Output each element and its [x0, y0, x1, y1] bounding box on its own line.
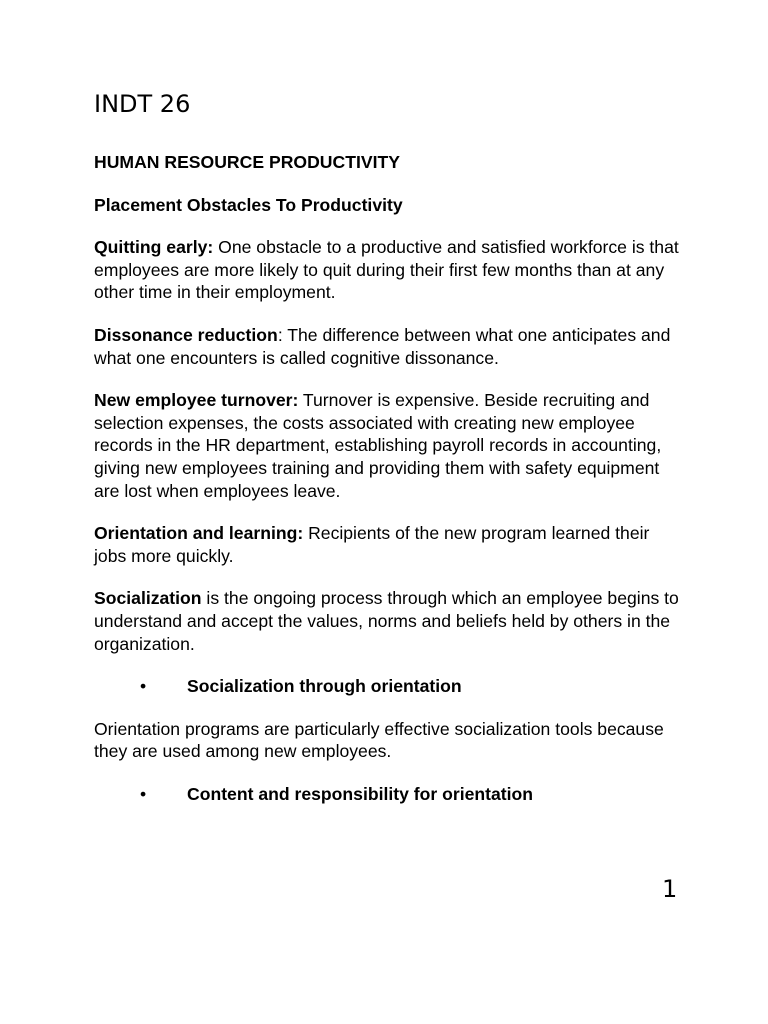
- course-code-header: INDT 26: [94, 90, 191, 118]
- bullet-icon: •: [140, 676, 147, 697]
- bullet-item-socialization-orientation: [94, 675, 684, 698]
- bullet-text: Socialization through orientation: [187, 676, 462, 697]
- document-title: HUMAN RESOURCE PRODUCTIVITY: [94, 152, 400, 172]
- term-label: New employee turnover:: [94, 390, 299, 411]
- paragraph-text: : The difference between what one anticipates and what one encounters is called cognitive dissonance.: [94, 324, 671, 368]
- bullet-text: Content and responsibility for orientation: [187, 783, 534, 804]
- document-body: [94, 151, 684, 825]
- paragraph-socialization: [94, 587, 684, 655]
- bullet-item-content-responsibility: [94, 783, 684, 806]
- term-label: Orientation and learning:: [94, 523, 304, 544]
- bullet-icon: •: [140, 783, 147, 804]
- paragraph-dissonance-reduction: [94, 324, 684, 369]
- paragraph-new-employee-turnover: [94, 389, 684, 502]
- section-heading: Placement Obstacles To Productivity: [94, 194, 403, 215]
- paragraph-text: Turnover is expensive. Beside recruiting and selection expenses, the costs associated with creating new employee records in the HR department, establishing payroll records in accounting, giving new employees training and providing them with safety equipment are lost when employees leave.: [94, 390, 662, 501]
- paragraph-text: Recipients of the new program learned their jobs more quickly.: [94, 523, 650, 566]
- paragraph-text: is the ongoing process through which an employee begins to understand and accept the values, norms and beliefs held by others in the organization.: [94, 588, 679, 654]
- term-label: Dissonance reduction: [94, 324, 278, 345]
- paragraph-quitting-early: [94, 236, 684, 304]
- term-label: Socialization: [94, 588, 202, 609]
- term-label: Quitting early:: [94, 237, 214, 258]
- page-number: 1: [662, 875, 678, 903]
- paragraph-text: One obstacle to a productive and satisfied workforce is that employees are more likely to quit during their first few months than at any other time in their employment.: [94, 237, 679, 303]
- paragraph-orientation-learning: [94, 522, 684, 567]
- paragraph-orientation-programs: Orientation programs are particularly effective socialization tools because they are used among new employees.: [94, 718, 664, 762]
